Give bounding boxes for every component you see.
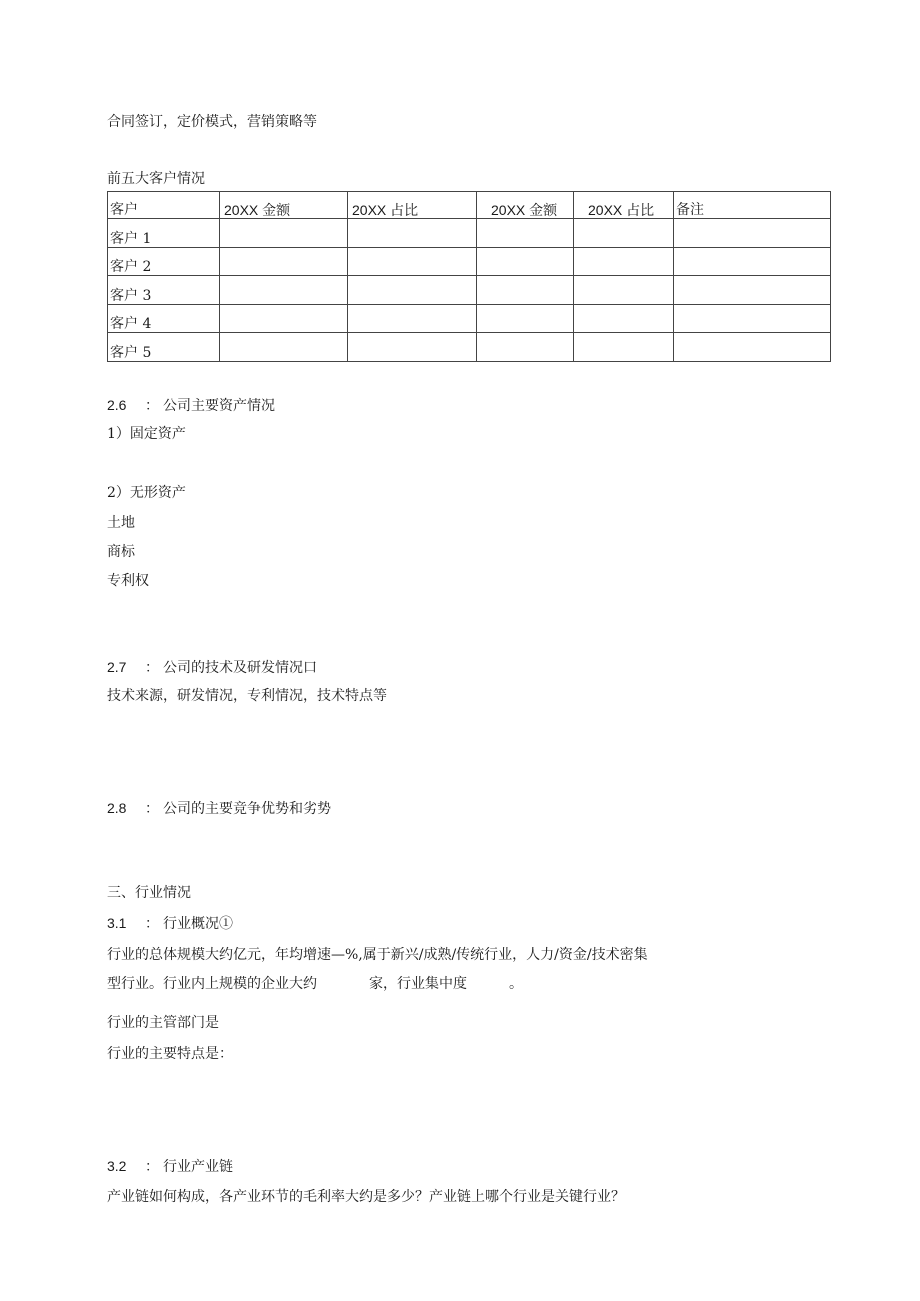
table-cell [674,219,831,248]
table-cell-customer: 客户 2 [108,247,220,276]
section-colon: ： [145,1159,159,1175]
table-cell [220,247,348,276]
table-cell [477,276,574,305]
section-title: 行业概况① [163,916,233,932]
table-cell [477,247,574,276]
table-cell [220,219,348,248]
section-2-6-heading [107,395,275,416]
section-title: 公司的技术及研发情况口 [163,660,317,676]
industry-features: 行业的主要特点是： [107,1046,233,1062]
table-header-row [108,192,831,219]
table-cell [348,219,477,248]
top-customers-table [107,191,831,362]
section-title: 公司的主要竞争优势和劣势 [163,801,331,817]
header-amount-2: 20XX 金额 [477,192,574,219]
table-cell [674,304,831,333]
fixed-assets-label: 1）固定资产 [107,426,186,442]
section-colon: ： [145,916,159,932]
overview-text: 。 [509,976,523,992]
section-3-1-heading [107,913,233,934]
table-cell-customer: 客户 3 [108,276,220,305]
table-cell [674,276,831,305]
section-2-7-heading [107,657,317,678]
intro-line: 合同签订，定价模式，营销策略等 [107,114,317,130]
table-row [108,304,831,333]
section-3-heading: 三、行业情况 [107,885,191,901]
header-share-2: 20XX 占比 [574,192,674,219]
asset-item-patent: 专利权 [107,573,149,589]
overview-text: 型行业。行业内上规模的企业大约 [107,976,317,992]
table-cell-customer: 客户 5 [108,333,220,362]
section-title: 公司主要资产情况 [163,398,275,414]
table-cell [674,333,831,362]
section-number: 3.1 [107,915,127,931]
customers-table-title: 前五大客户情况 [107,171,205,187]
table-cell [348,304,477,333]
header-amount-1: 20XX 金额 [220,192,348,219]
table-cell-customer: 客户 4 [108,304,220,333]
table-cell [220,333,348,362]
value-chain-body: 产业链如何构成，各产业环节的毛利率大约是多少？产业链上哪个行业是关键行业？ [107,1189,625,1205]
section-title: 行业产业链 [163,1159,233,1175]
table-cell [348,247,477,276]
section-2-8-heading [107,798,331,819]
table-cell [477,333,574,362]
table-row [108,333,831,362]
header-share-1: 20XX 占比 [348,192,477,219]
table-cell [574,304,674,333]
overview-text: 家，行业集中度 [369,976,467,992]
table-row [108,219,831,248]
table-cell [477,219,574,248]
section-colon: ： [145,398,159,414]
industry-authority: 行业的主管部门是 [107,1015,219,1031]
table-cell-customer: 客户 1 [108,219,220,248]
table-cell [574,333,674,362]
table-cell [574,276,674,305]
intangible-assets-label: 2）无形资产 [107,485,186,501]
table-cell [348,276,477,305]
section-colon: ： [145,801,159,817]
table-cell [674,247,831,276]
table-cell [574,219,674,248]
header-remarks: 备注 [674,192,831,219]
table-cell [220,304,348,333]
asset-item-trademark: 商标 [107,544,135,560]
header-customer: 客户 [108,192,220,219]
section-3-2-heading [107,1156,233,1177]
section-number: 2.8 [107,800,127,816]
section-number: 2.6 [107,397,127,413]
asset-item-land: 土地 [107,515,135,531]
table-cell [348,333,477,362]
table-cell [574,247,674,276]
table-cell [477,304,574,333]
tech-rd-body: 技术来源，研发情况，专利情况，技术特点等 [107,688,387,704]
section-number: 2.7 [107,659,127,675]
section-number: 3.2 [107,1158,127,1174]
industry-overview-line-1: 行业的总体规模大约亿元，年均增速—%,属于新兴/成熟/传统行业，人力/资金/技术密集 [107,947,648,963]
table-row [108,276,831,305]
section-colon: ： [145,660,159,676]
table-cell [220,276,348,305]
industry-overview-line-2 [107,974,523,994]
table-row [108,247,831,276]
